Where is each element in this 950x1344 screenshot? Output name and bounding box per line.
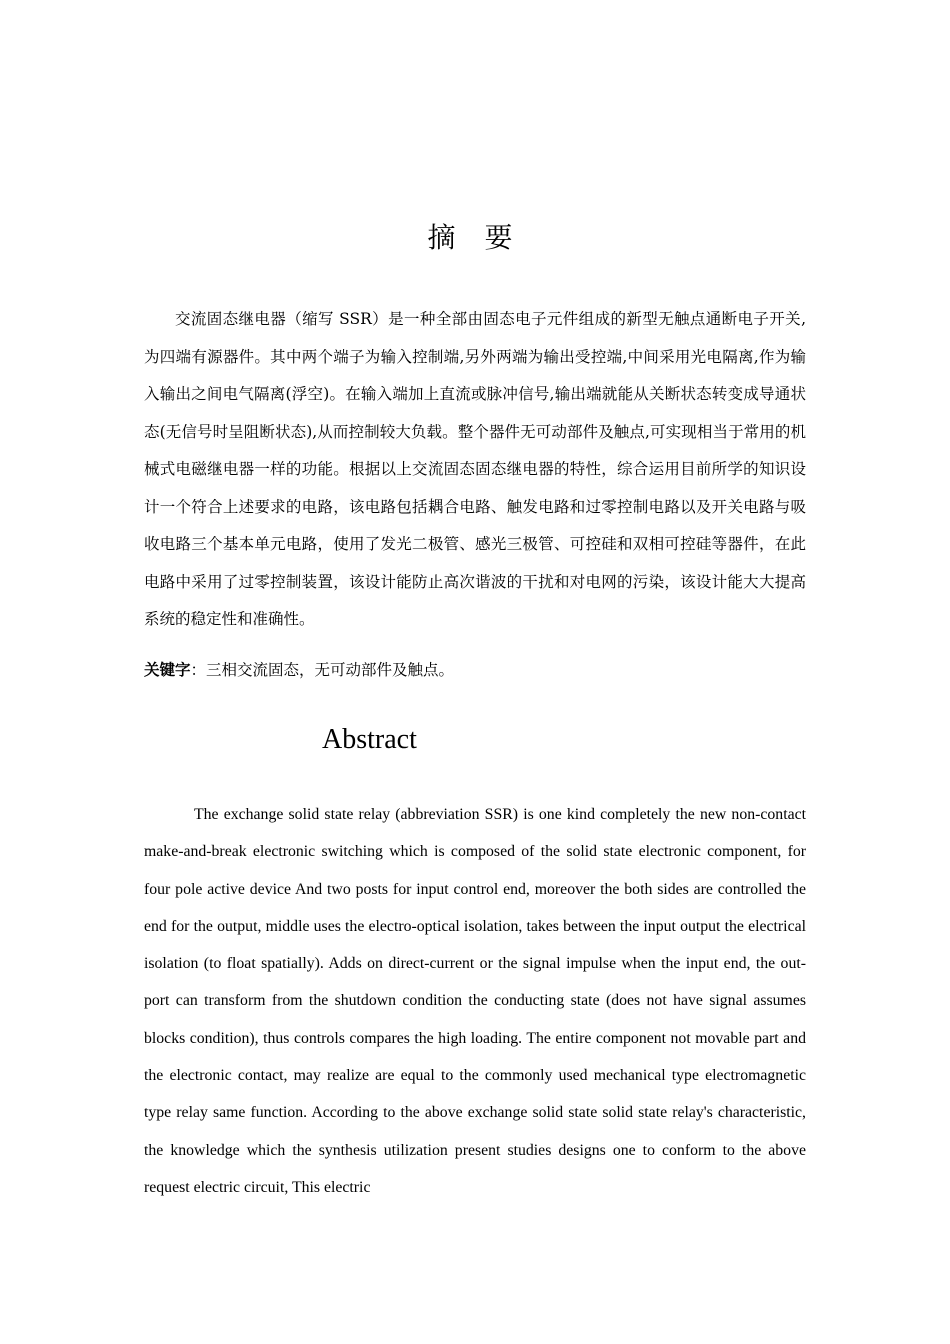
- chinese-abstract-body: 交流固态继电器（缩写 SSR）是一种全部由固态电子元件组成的新型无触点通断电子开关,为四端有源器件。其中两个端子为输入控制端,另外两端为输出受控端,中间采用光电隔离,作为输入输出之间电气隔离(浮空)。在输入端加上直流或脉冲信号,输出端就能从关断状态转变成导通状态(无信号时呈阻断状态),从而控制较大负载。整个器件无可动部件及触点,可实现相当于常用的机械式电磁继电器一样的功能。根据以上交流固态固态继电器的特性，综合运用目前所学的知识设计一个符合上述要求的电路，该电路包括耦合电路、触发电路和过零控制电路以及开关电路与吸收电路三个基本单元电路，使用了发光二极管、感光三极管、可控硅和双相可控硅等器件，在此电路中采用了过零控制装置，该设计能防止高次谐波的干扰和对电网的污染，该设计能大大提高系统的稳定性和准确性。: [144, 310, 806, 628]
- english-abstract-body: The exchange solid state relay (abbreviation SSR) is one kind completely the new non-contact make-and-break electronic switching which is composed of the solid state electronic component, for four pole active device And two posts for input control end, moreover the both sides are controlled the end for the output, middle uses the electro-optical isolation, takes between the input output the electrical isolation (to float spatially). Adds on direct-current or the signal impulse when the input end, the out-port can transform from the shutdown condition the conducting state (does not have signal assumes blocks condition), thus controls compares the high loading. The entire component not movable part and the electronic contact, may realize are equal to the commonly used mechanical type electromagnetic type relay same function. According to the above exchange solid state solid state relay's characteristic, the knowledge which the synthesis utilization present studies designs one to conform to the above request electric circuit, This electric: [144, 806, 806, 1196]
- english-abstract-title: Abstract: [322, 724, 417, 755]
- keywords-separator: ：: [190, 661, 207, 679]
- keywords-text: 三相交流固态，无可动部件及触点。: [206, 661, 455, 679]
- keywords-label: 关键字: [144, 661, 191, 679]
- keywords-line: [144, 655, 806, 685]
- chinese-abstract-title: 摘 要: [427, 221, 523, 254]
